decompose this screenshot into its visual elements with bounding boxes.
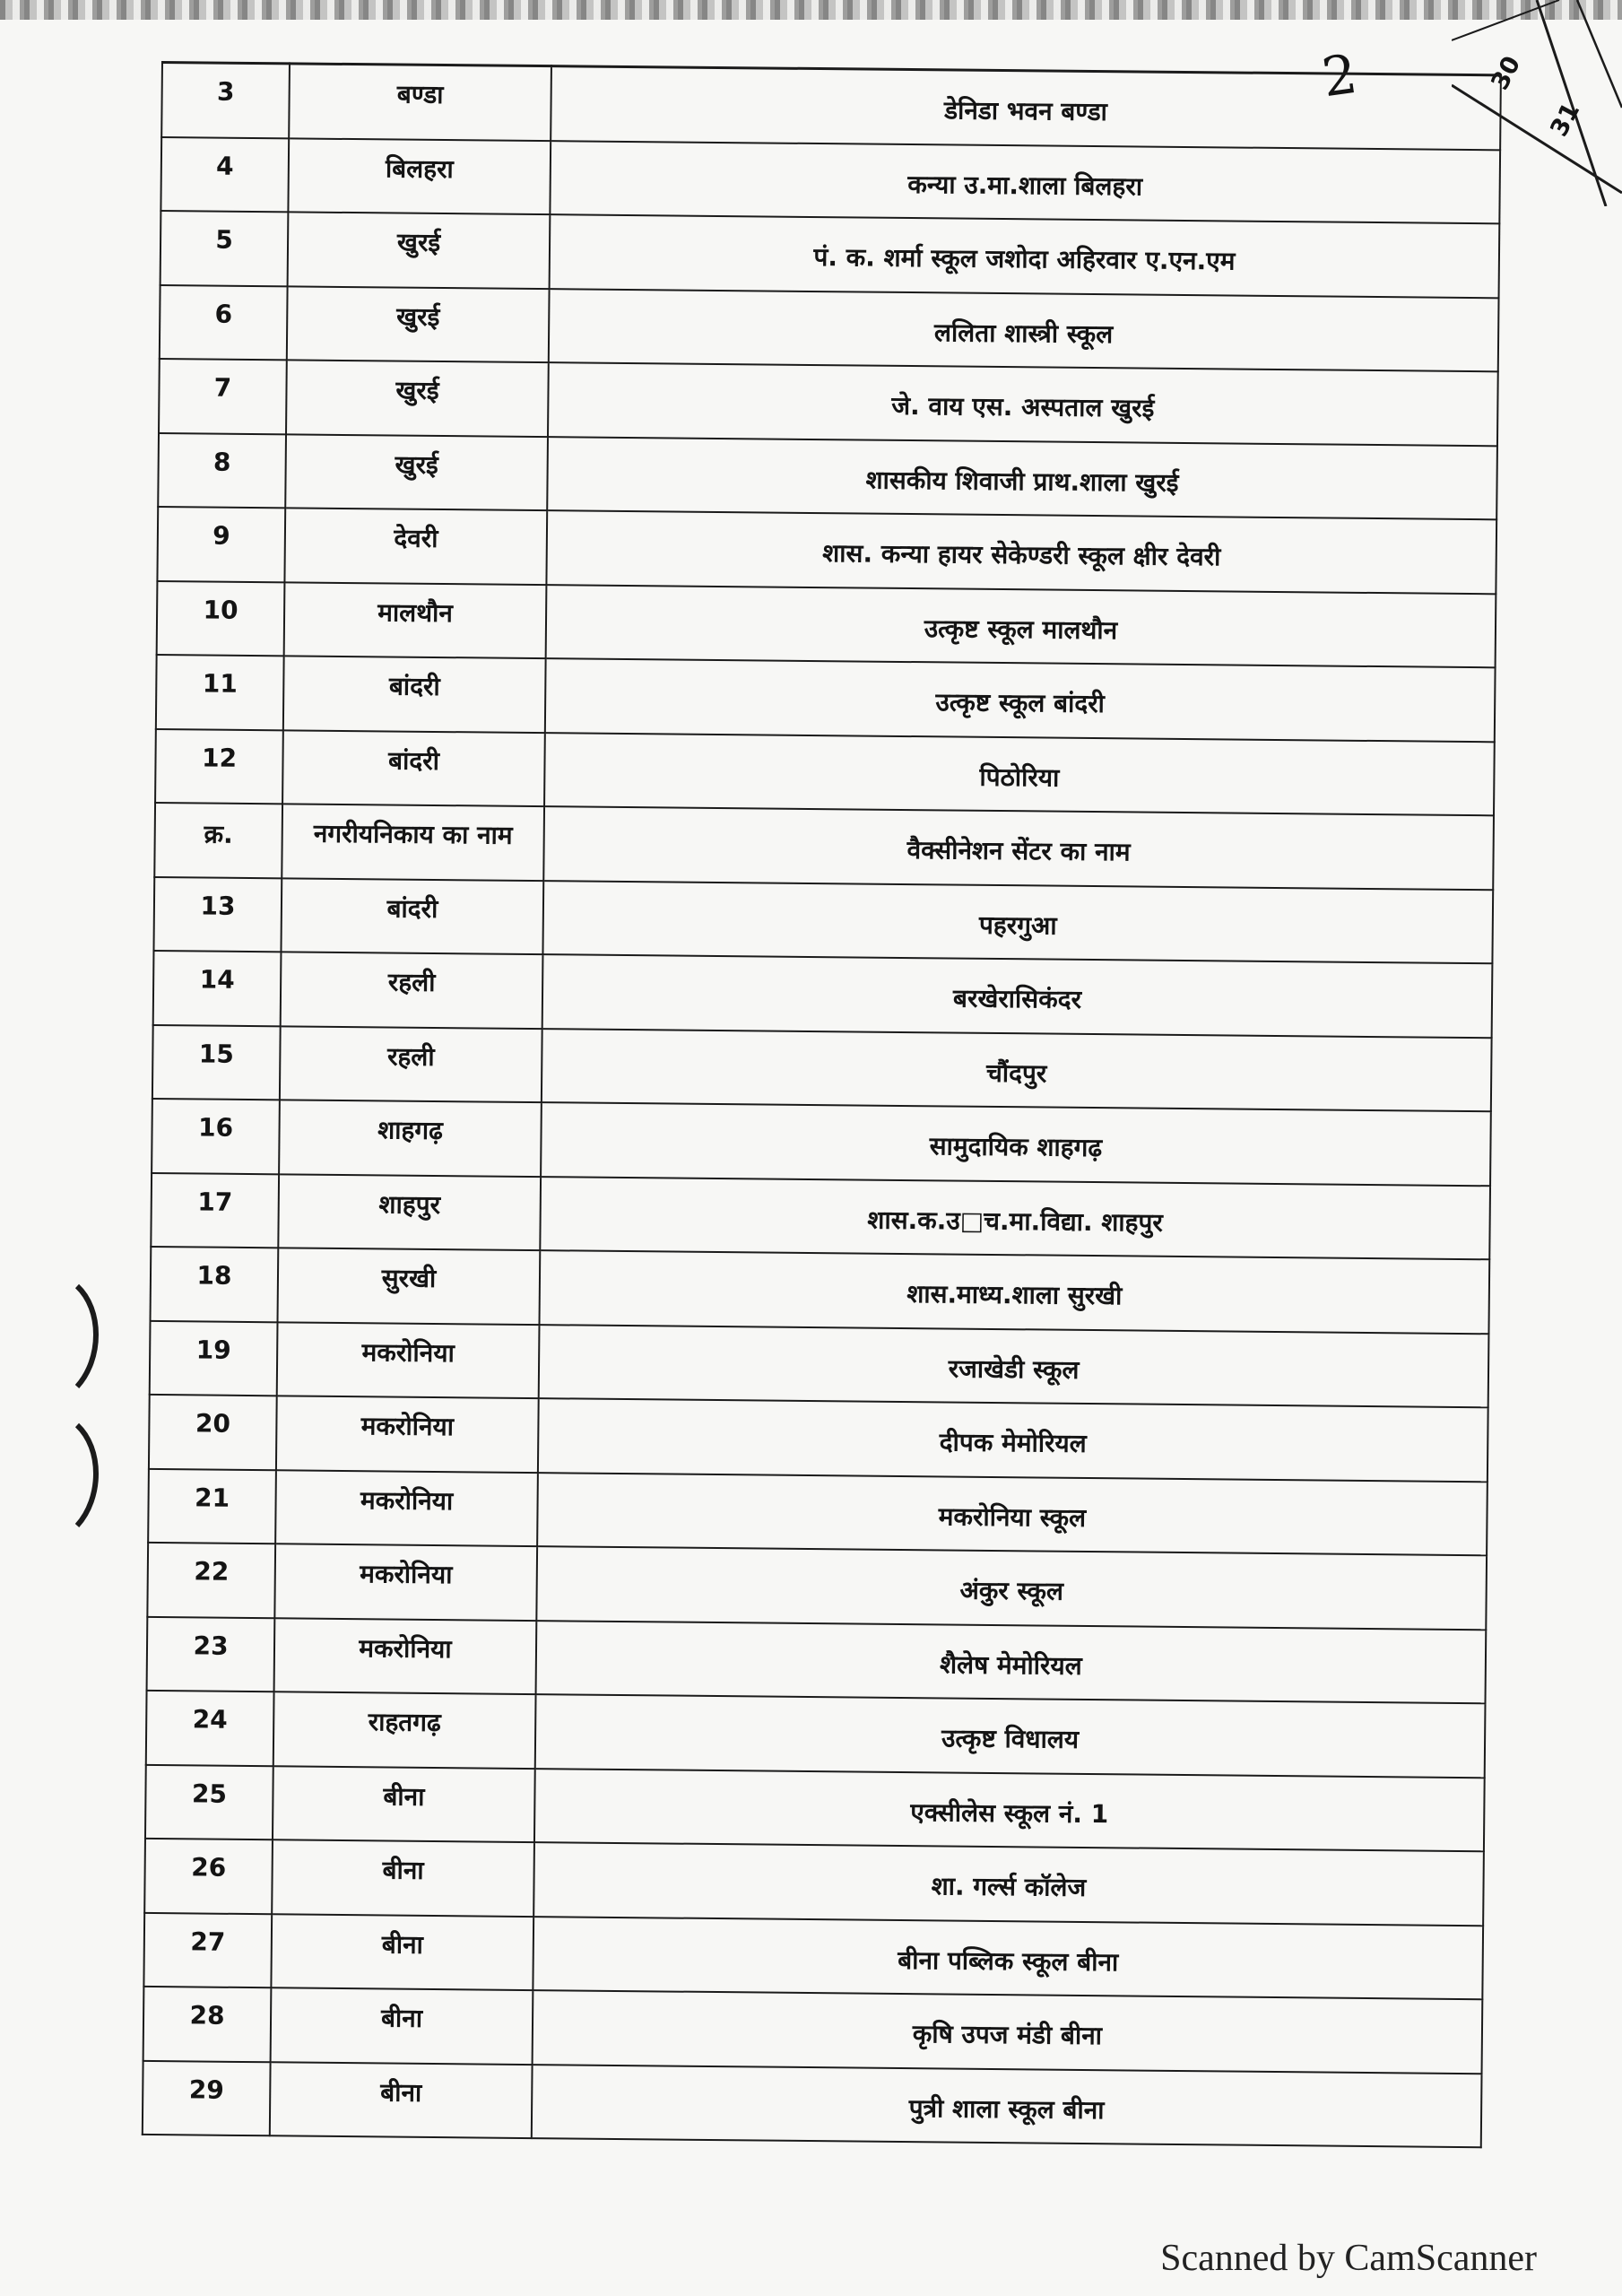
table-body	[143, 63, 1501, 2148]
scanner-watermark: Scanned by CamScanner	[1160, 2238, 1537, 2279]
serial-number-text: 9	[213, 520, 230, 551]
urban-body-name-text: बीना	[383, 1780, 425, 1812]
urban-body-name-cell	[278, 1248, 541, 1324]
vaccination-center-name-text: बीना पब्लिक स्कूल बीना	[898, 1944, 1119, 1977]
table-row	[160, 284, 1499, 371]
urban-body-name-text: खुरई	[396, 227, 441, 257]
vaccination-center-name-text: पिठोरिया	[979, 761, 1060, 793]
table-row	[147, 1616, 1487, 1703]
serial-number-cell	[148, 1468, 276, 1544]
vaccination-center-name-text: जे. वाय एस. अस्पताल खुरई	[891, 390, 1155, 423]
serial-number-text: 14	[199, 964, 235, 995]
vaccination-center-name-cell	[550, 141, 1500, 224]
vaccination-center-name-text: एक्सीलेस स्कूल नं. 1	[910, 1796, 1109, 1829]
urban-body-name-cell	[275, 1470, 538, 1546]
serial-number-text: 15	[198, 1038, 235, 1069]
vaccination-center-name-text: दीपक मेमोरियल	[939, 1427, 1087, 1458]
serial-number-text: 10	[203, 594, 239, 625]
vaccination-center-name-text: कन्या उ.मा.शाला बिलहरा	[907, 169, 1143, 202]
vaccination-center-name-cell	[532, 2065, 1482, 2148]
table-row	[153, 876, 1493, 963]
vaccination-center-name-cell	[533, 1842, 1484, 1926]
table-row	[153, 951, 1493, 1038]
vaccination-center-name-text: पहरगुआ	[978, 909, 1057, 941]
urban-body-name-cell	[273, 1692, 536, 1768]
serial-number-cell	[143, 2060, 271, 2135]
serial-number-cell	[153, 951, 282, 1026]
table-row	[143, 2060, 1482, 2147]
urban-body-name-cell	[278, 1174, 541, 1250]
vaccination-center-name-text: सामुदायिक शाहगढ़	[929, 1131, 1103, 1163]
vaccination-center-name-text: शासकीय शिवाजी प्राथ.शाला खुरई	[865, 465, 1179, 498]
urban-body-name-cell	[285, 434, 548, 510]
urban-body-name-text: मकरोनिया	[361, 1336, 455, 1368]
urban-body-name-cell	[281, 952, 543, 1028]
vaccination-center-name-text: शा. गर्ल्स कॉलेज	[931, 1871, 1087, 1902]
serial-number-cell	[157, 580, 285, 656]
urban-body-name-cell	[288, 138, 551, 214]
urban-body-name-cell	[289, 64, 551, 141]
serial-number-text: 21	[194, 1482, 230, 1513]
vaccination-center-name-cell	[541, 1102, 1491, 1186]
urban-body-name-text: बीना	[382, 1855, 424, 1885]
urban-body-name-text: खुरई	[395, 375, 439, 405]
serial-number-text: क्र.	[204, 819, 233, 849]
urban-body-name-text: सुरखी	[381, 1263, 437, 1294]
table-row	[143, 1912, 1483, 1999]
serial-number-cell	[158, 432, 286, 508]
vaccination-center-name-cell	[549, 289, 1499, 372]
urban-body-name-text: बिलहरा	[385, 152, 454, 184]
table-row	[160, 211, 1500, 298]
serial-number-cell	[151, 1247, 279, 1322]
urban-body-name-text: नगरीयनिकाय का नाम	[313, 818, 513, 850]
serial-number-cell	[147, 1543, 275, 1618]
handwritten-page-mark: 2	[1318, 42, 1361, 110]
serial-number-text: 4	[215, 151, 234, 181]
urban-body-name-text: बीना	[380, 2003, 423, 2033]
serial-number-text: 27	[190, 1926, 226, 1957]
vaccination-center-name-text: शास.क.उ□च.मा.विद्या. शाहपुर	[867, 1205, 1164, 1238]
serial-number-text: 6	[214, 299, 233, 329]
serial-number-cell	[151, 1172, 279, 1248]
vaccination-center-name-text: शास. कन्या हायर सेकेण्डरी स्कूल क्षीर देवरी	[822, 538, 1221, 572]
urban-body-name-cell	[279, 1100, 542, 1176]
urban-body-name-text: खुरई	[396, 301, 440, 332]
serial-number-text: 23	[193, 1630, 229, 1661]
table-row	[157, 580, 1496, 667]
table-row	[156, 655, 1496, 742]
vaccination-center-name-cell	[547, 437, 1497, 520]
serial-number-cell	[149, 1395, 277, 1470]
vaccination-center-name-cell	[542, 1029, 1492, 1112]
vaccination-center-name-cell	[545, 658, 1496, 742]
vaccination-center-name-text: कृषि उपज मंडी बीना	[912, 2019, 1103, 2051]
urban-body-name-cell	[281, 878, 543, 954]
serial-number-cell	[150, 1320, 278, 1396]
serial-number-cell	[161, 63, 290, 138]
urban-body-name-text: मकरोनिया	[360, 1559, 453, 1590]
vaccination-center-name-text: शास.माध्य.शाला सुरखी	[906, 1279, 1123, 1311]
vaccination-center-name-cell	[536, 1546, 1487, 1630]
serial-number-text: 25	[191, 1778, 228, 1809]
vaccination-center-name-text: वैक्सीनेशन सेंटर का नाम	[906, 835, 1131, 867]
urban-body-name-text: रहली	[386, 1040, 435, 1072]
vaccination-center-name-text: डेनिडा भवन बण्डा	[943, 95, 1108, 127]
table-row	[155, 728, 1495, 815]
vaccination-center-name-cell	[543, 806, 1494, 890]
urban-body-name-cell	[287, 286, 550, 362]
binder-hole-mark	[72, 1422, 108, 1529]
serial-number-text: 18	[196, 1260, 232, 1291]
urban-body-name-cell	[277, 1322, 540, 1398]
urban-body-name-cell	[284, 582, 547, 658]
vaccination-center-name-text: पं. क. शर्मा स्कूल जशोदा अहिरवार ए.एन.एम	[813, 241, 1236, 276]
serial-number-text: 17	[197, 1186, 233, 1217]
table-row	[152, 1099, 1491, 1186]
vaccination-center-name-cell	[544, 733, 1495, 816]
table-header-row	[154, 803, 1494, 890]
urban-body-name-cell	[274, 1544, 537, 1620]
vaccination-center-name-cell	[536, 1621, 1487, 1704]
vaccination-center-name-text: उत्कृष्ट स्कूल बांदरी	[935, 687, 1106, 719]
serial-number-cell	[143, 1912, 272, 1987]
serial-number-cell	[157, 507, 285, 582]
serial-number-text: 13	[200, 890, 236, 921]
table-row	[160, 137, 1500, 224]
urban-body-name-text: शाहगढ़	[377, 1115, 444, 1146]
vaccination-center-name-cell	[548, 362, 1498, 446]
urban-body-name-cell	[284, 508, 547, 584]
urban-body-name-cell	[272, 1839, 534, 1916]
serial-number-text: 12	[201, 742, 238, 773]
vaccination-center-name-cell	[533, 1990, 1483, 2074]
table-row	[149, 1395, 1488, 1482]
serial-number-text: 26	[191, 1852, 227, 1883]
vaccination-center-name-text: ललिता शास्त्री स्कूल	[933, 317, 1114, 349]
urban-body-name-text: मालथौन	[377, 596, 454, 628]
urban-body-name-text: मकरोनिया	[360, 1411, 455, 1442]
urban-body-name-cell	[282, 804, 544, 880]
vaccination-center-name-cell	[539, 1250, 1489, 1334]
serial-number-cell	[143, 1987, 272, 2062]
table-row	[144, 1839, 1484, 1926]
serial-number-text: 29	[188, 2074, 224, 2105]
corner-number-30: 30	[1486, 51, 1527, 95]
serial-number-cell	[160, 211, 289, 286]
urban-body-name-text: बण्डा	[396, 79, 444, 110]
table-row	[161, 63, 1501, 150]
vaccination-center-name-cell	[542, 881, 1493, 964]
vaccination-center-name-cell	[533, 1917, 1483, 2000]
vaccination-center-name-cell	[539, 1325, 1489, 1408]
table-row	[152, 1024, 1492, 1111]
vaccination-center-name-text: उत्कृष्ट विधालय	[941, 1723, 1080, 1754]
serial-number-cell	[146, 1691, 274, 1766]
vaccination-center-name-cell	[546, 585, 1496, 668]
urban-body-name-text: मकरोनिया	[359, 1632, 452, 1664]
serial-number-cell	[154, 803, 282, 878]
table-row	[159, 359, 1498, 446]
urban-body-name-cell	[274, 1618, 537, 1694]
urban-body-name-text: बांदरी	[388, 671, 440, 702]
serial-number-cell	[155, 728, 283, 804]
vaccination-center-name-cell	[550, 214, 1500, 298]
urban-body-name-cell	[271, 1987, 533, 2064]
serial-number-cell	[159, 359, 287, 434]
urban-body-name-cell	[271, 1914, 533, 1990]
serial-number-cell	[160, 284, 288, 360]
serial-number-text: 28	[189, 2000, 225, 2031]
urban-body-name-text: रहली	[387, 967, 436, 997]
serial-number-cell	[156, 655, 284, 730]
scan-edge-noise	[0, 0, 1622, 20]
table-row	[151, 1172, 1490, 1259]
table-row	[150, 1320, 1489, 1407]
serial-number-cell	[152, 1099, 280, 1174]
urban-body-name-cell	[288, 212, 551, 288]
serial-number-text: 22	[194, 1556, 230, 1587]
urban-body-name-text: देवरी	[394, 523, 438, 553]
vaccination-center-name-text: उत्कृष्ट स्कूल मालथौन	[924, 613, 1118, 645]
serial-number-text: 19	[195, 1334, 231, 1365]
serial-number-text: 20	[195, 1408, 231, 1439]
urban-body-name-text: बीना	[380, 2076, 422, 2108]
table-row	[143, 1987, 1483, 2074]
urban-body-name-cell	[270, 2062, 533, 2138]
vaccination-center-name-cell	[542, 954, 1493, 1038]
serial-number-text: 24	[192, 1704, 228, 1735]
urban-body-name-text: शाहपुर	[378, 1188, 441, 1220]
table-row	[147, 1543, 1487, 1630]
vaccination-center-name-cell	[537, 1473, 1488, 1556]
urban-body-name-text: राहतगढ़	[368, 1707, 441, 1738]
urban-body-name-cell	[282, 730, 545, 806]
vaccination-center-name-text: चौंदपुर	[985, 1057, 1047, 1089]
binder-hole-mark	[72, 1283, 108, 1390]
serial-number-text: 8	[213, 447, 231, 477]
urban-body-name-text: बांदरी	[386, 892, 438, 924]
table-row	[148, 1468, 1488, 1555]
urban-body-name-text: मकरोनिया	[360, 1484, 454, 1516]
urban-body-name-cell	[276, 1396, 539, 1472]
vaccination-center-name-cell	[540, 1177, 1490, 1260]
vaccination-center-name-cell	[534, 1769, 1485, 1852]
serial-number-cell	[144, 1839, 273, 1914]
corner-number-31: 31	[1545, 98, 1586, 142]
urban-body-name-text: बीना	[381, 1928, 424, 1960]
urban-body-name-cell	[280, 1026, 542, 1102]
serial-number-cell	[153, 876, 282, 952]
table-row	[145, 1764, 1485, 1851]
serial-number-cell	[147, 1616, 275, 1692]
serial-number-text: 5	[215, 224, 233, 255]
serial-number-text: 11	[202, 668, 238, 699]
table-row	[146, 1691, 1486, 1778]
serial-number-text: 3	[216, 76, 235, 107]
urban-body-name-text: बांदरी	[387, 744, 440, 776]
serial-number-cell	[145, 1764, 273, 1839]
vaccination-centers-table	[142, 61, 1502, 2148]
vaccination-center-name-text: मकरोनिया स्कूल	[938, 1500, 1087, 1533]
vaccination-center-name-cell	[551, 66, 1501, 150]
urban-body-name-cell	[286, 360, 549, 436]
urban-body-name-cell	[283, 656, 546, 732]
serial-number-text: 16	[197, 1112, 234, 1143]
vaccination-center-name-cell	[546, 510, 1496, 594]
urban-body-name-text: खुरई	[395, 449, 438, 480]
urban-body-name-cell	[273, 1766, 535, 1842]
serial-number-cell	[160, 137, 289, 213]
serial-number-text: 7	[213, 372, 232, 403]
vaccination-center-name-cell	[538, 1398, 1488, 1482]
vaccination-center-name-text: अंकुर स्कूल	[959, 1575, 1064, 1606]
serial-number-cell	[152, 1024, 281, 1100]
vaccination-center-name-text: शैलेष मेमोरियल	[939, 1648, 1082, 1681]
table-row	[157, 507, 1496, 594]
vaccination-center-name-text: बरखेरासिकंदर	[952, 983, 1082, 1014]
vaccination-center-name-cell	[535, 1694, 1486, 1778]
table-row	[158, 432, 1497, 519]
table-row	[151, 1247, 1490, 1334]
vaccination-center-name-text: रजाखेडी स्कूल	[948, 1352, 1080, 1385]
vaccination-center-name-text: पुत्री शाला स्कूल बीना	[908, 2092, 1105, 2125]
